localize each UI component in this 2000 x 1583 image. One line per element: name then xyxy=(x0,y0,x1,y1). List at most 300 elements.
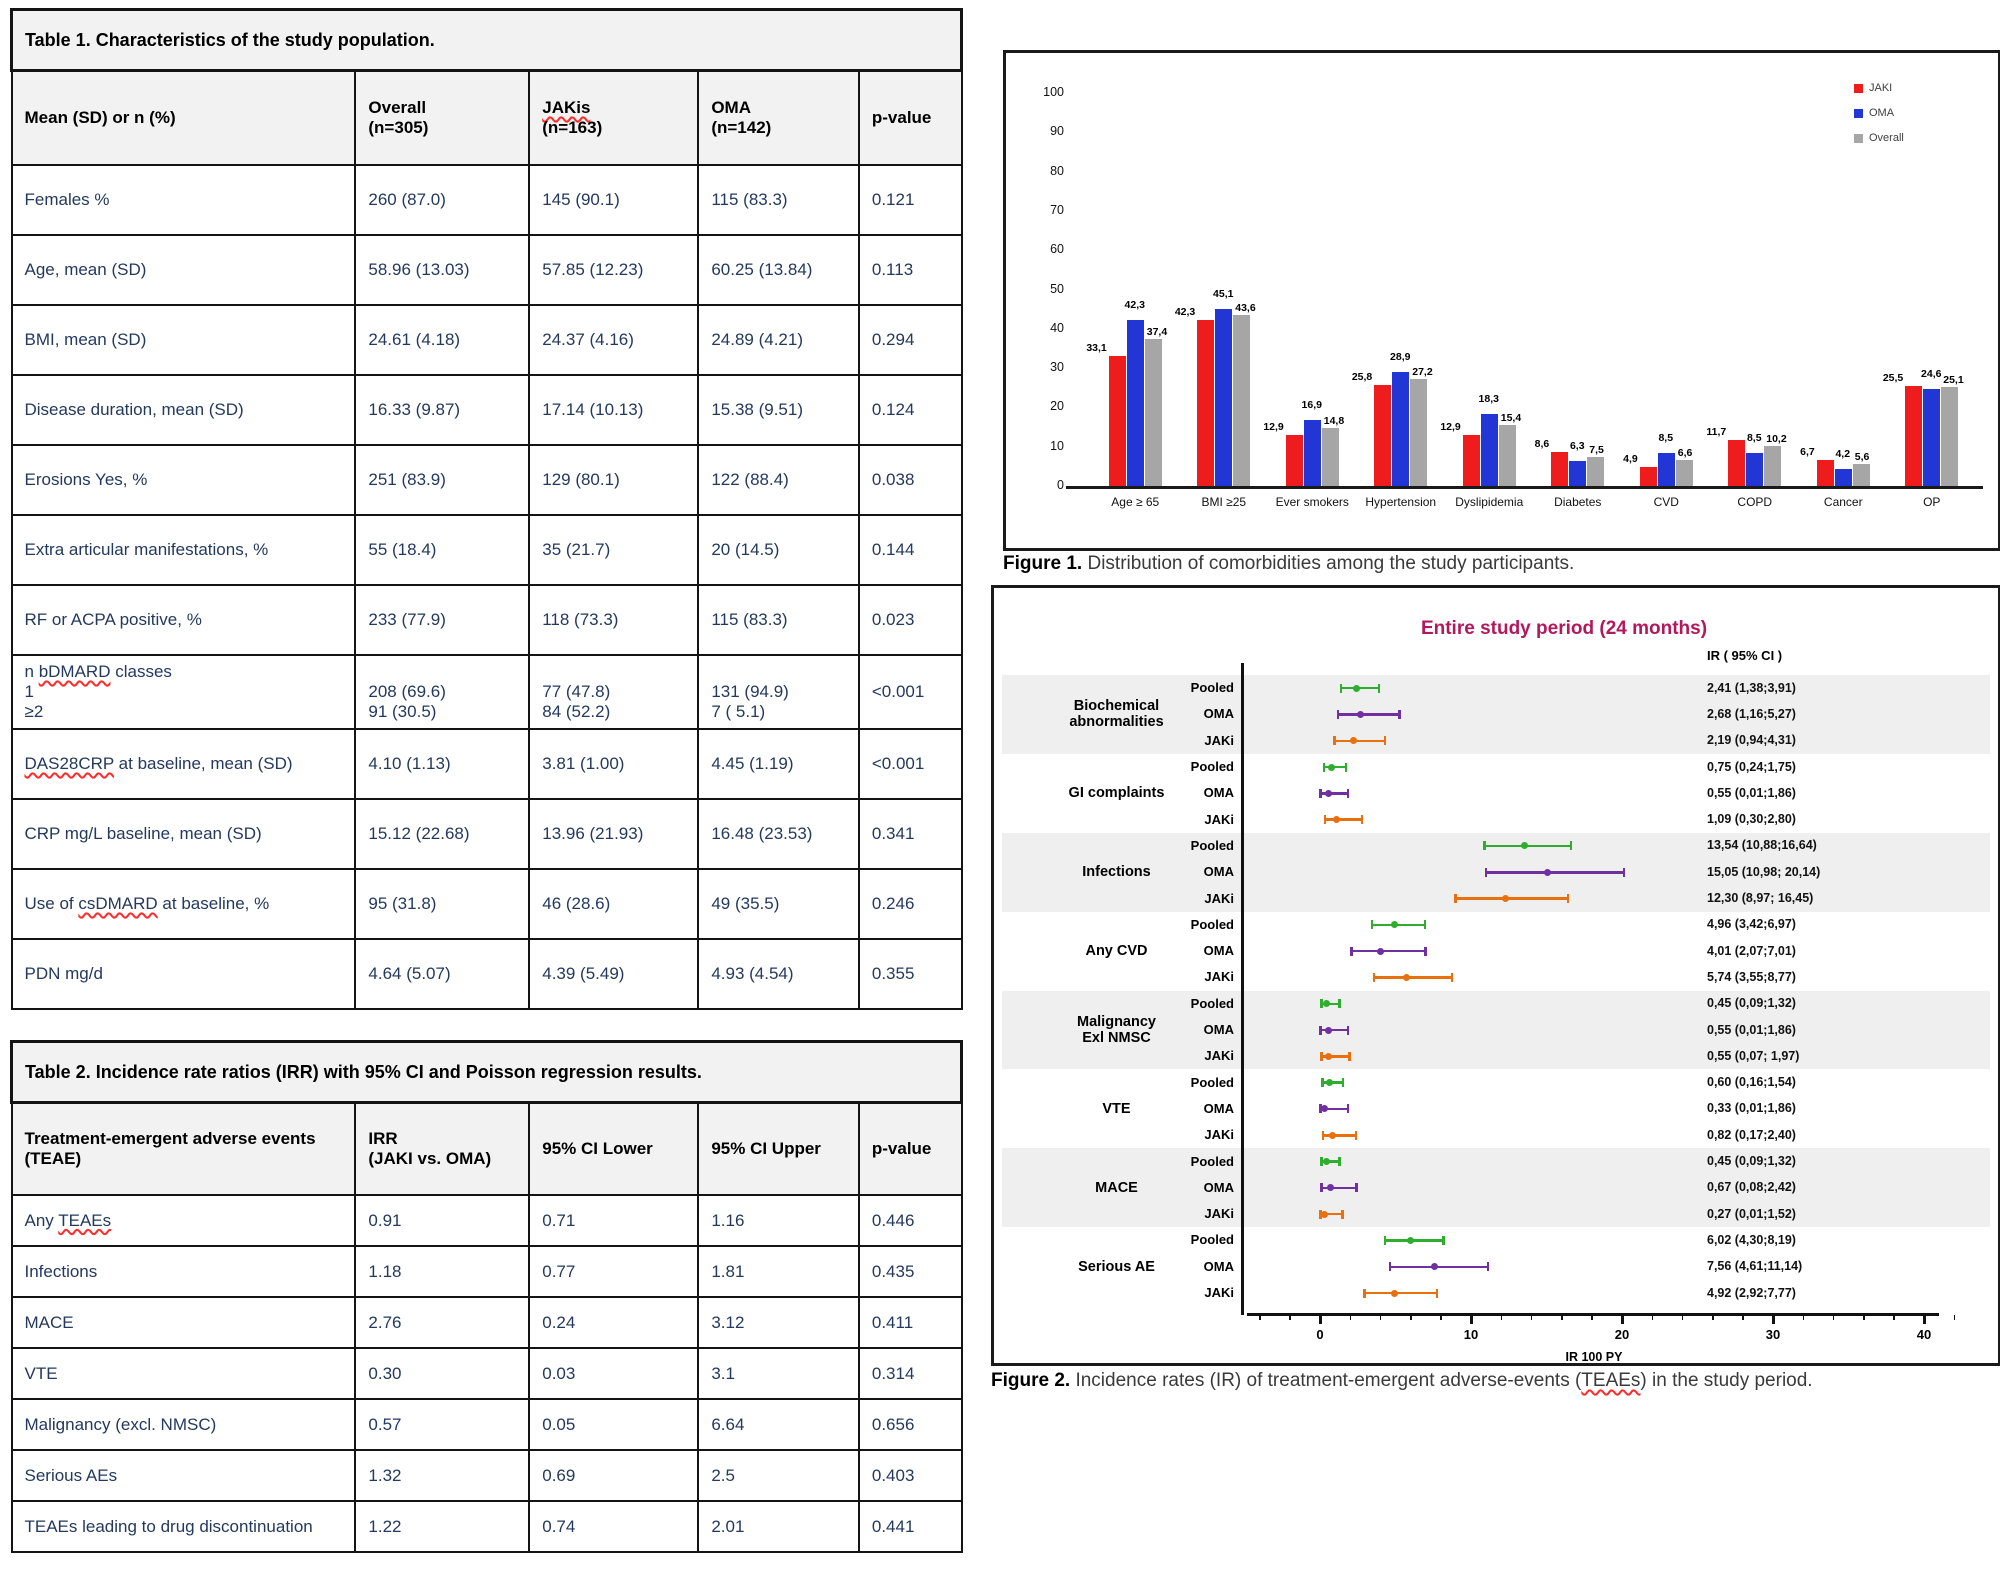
ci-cap-low xyxy=(1485,868,1488,877)
value-cell: 4.39 (5.49) xyxy=(529,939,698,1009)
misspelling-squiggle: TEAEs xyxy=(1581,1370,1641,1391)
ir-value-label: 0,60 (0,16;1,54) xyxy=(1707,1075,1796,1090)
value-cell: 0.294 xyxy=(859,305,962,375)
x-minor-tick xyxy=(1682,1315,1684,1320)
forest-point xyxy=(1321,1211,1328,1218)
value-cell: 0.71 xyxy=(529,1195,698,1246)
value-cell: 115 (83.3) xyxy=(698,585,859,655)
bar-value-label: 4,9 xyxy=(1623,452,1638,465)
ci-cap-high xyxy=(1347,789,1350,798)
ci-line xyxy=(1325,818,1363,821)
bar-value-label: 7,5 xyxy=(1589,443,1604,456)
forest-point xyxy=(1357,711,1364,718)
bar-oma xyxy=(1746,453,1763,486)
ci-cap-low xyxy=(1324,815,1327,824)
bar-overall xyxy=(1145,339,1162,486)
value-cell: 60.25 (13.84) xyxy=(698,235,859,305)
bar-value-label: 8,5 xyxy=(1658,431,1674,444)
misspelling-squiggle: JAKis xyxy=(542,98,591,117)
bar-value-label: 25,8 xyxy=(1351,370,1373,383)
misspelling-squiggle: DAS28CRP xyxy=(24,754,114,773)
x-tick-label: 30 xyxy=(1765,1327,1781,1342)
bar-value-label: 8,5 xyxy=(1746,431,1762,444)
tables-panel xyxy=(10,8,963,1583)
bar-value-label: 8,6 xyxy=(1534,438,1550,451)
x-category-label: Diabetes xyxy=(1554,495,1602,509)
x-major-tick xyxy=(1470,1315,1473,1324)
y-axis-tick-label: 40 xyxy=(1050,320,1064,335)
ir-value-label: 6,02 (4,30;8,19) xyxy=(1707,1232,1796,1247)
bar-jaki xyxy=(1374,385,1391,486)
ci-cap-low xyxy=(1340,684,1343,693)
value-cell: 13.96 (21.93) xyxy=(529,799,698,869)
ir-value-label: 13,54 (10,88;16,64) xyxy=(1707,838,1817,853)
x-major-tick xyxy=(1772,1315,1775,1324)
row-label-cell: MACE xyxy=(12,1297,356,1348)
bar-jaki xyxy=(1817,460,1834,486)
table-row xyxy=(12,305,962,375)
value-cell: 77 (47.8) 84 (52.2) xyxy=(529,655,698,729)
ci-cap-low xyxy=(1320,1183,1323,1192)
value-cell: 0.69 xyxy=(529,1450,698,1501)
forest-arm-label: JAKi xyxy=(1204,732,1234,748)
value-cell: 0.656 xyxy=(859,1399,962,1450)
ci-cap-high xyxy=(1451,973,1454,982)
forest-arm-label: Pooled xyxy=(1190,837,1234,853)
value-cell: 0.446 xyxy=(859,1195,962,1246)
figure2-forest-plot xyxy=(991,585,2000,1366)
row-label-cell: Use of csDMARD at baseline, % xyxy=(12,869,356,939)
x-axis-line xyxy=(1066,486,1983,489)
x-tick-label: 10 xyxy=(1463,1327,1479,1342)
table-row xyxy=(12,1450,962,1501)
row-label-cell: PDN mg/d xyxy=(12,939,356,1009)
value-cell: 0.77 xyxy=(529,1246,698,1297)
x-minor-tick xyxy=(1803,1315,1805,1320)
table-row xyxy=(12,1501,962,1552)
value-cell: 0.355 xyxy=(859,939,962,1009)
x-minor-tick xyxy=(1954,1315,1956,1320)
x-category-label: Cancer xyxy=(1823,495,1863,509)
value-cell: 95 (31.8) xyxy=(355,869,529,939)
value-cell: 2.01 xyxy=(698,1501,859,1552)
forest-point xyxy=(1327,1184,1334,1191)
ci-cap-high xyxy=(1487,1262,1490,1271)
value-cell: 233 (77.9) xyxy=(355,585,529,655)
forest-arm-label: Pooled xyxy=(1190,680,1234,696)
row-label-cell: TEAEs leading to drug discontinuation xyxy=(12,1501,356,1552)
table-row xyxy=(12,939,962,1009)
ir-value-label: 0,55 (0,07; 1,97) xyxy=(1707,1048,1800,1063)
table-row xyxy=(12,799,962,869)
bar-jaki xyxy=(1286,435,1303,486)
bar-value-label: 6,6 xyxy=(1677,447,1693,460)
ir-value-label: 0,82 (0,17;2,40) xyxy=(1707,1127,1796,1142)
ci-cap-low xyxy=(1373,973,1376,982)
ci-line xyxy=(1372,924,1426,927)
figure2-caption-text: Incidence rates (IR) of treatment-emergent adverse-events (TEAEs) in the study period. xyxy=(1070,1370,1813,1391)
figure2-caption-label: Figure 2. xyxy=(991,1370,1071,1391)
bar-value-label: 11,7 xyxy=(1706,426,1727,439)
misspelling-squiggle: bDMARD xyxy=(38,662,111,681)
y-axis-tick-label: 50 xyxy=(1050,281,1064,296)
bar-overall xyxy=(1499,425,1516,486)
x-minor-tick xyxy=(1410,1315,1412,1320)
ci-cap-low xyxy=(1337,710,1340,719)
bar-jaki xyxy=(1197,320,1214,486)
bar-overall xyxy=(1233,315,1250,486)
value-cell: 16.48 (23.53) xyxy=(698,799,859,869)
table-row xyxy=(12,1195,962,1246)
value-cell: 3.12 xyxy=(698,1297,859,1348)
table-row xyxy=(12,729,962,799)
y-axis-tick-label: 100 xyxy=(1043,85,1064,99)
ci-cap-high xyxy=(1570,841,1573,850)
ci-line xyxy=(1338,713,1400,716)
column-header: OMA (n=142) xyxy=(698,71,859,166)
forest-arm-label: Pooled xyxy=(1190,1232,1234,1248)
forest-point xyxy=(1325,1053,1332,1060)
ir-value-label: 0,45 (0,09;1,32) xyxy=(1707,1154,1796,1169)
ci-cap-high xyxy=(1378,684,1381,693)
ir-value-label: 5,74 (3,55;8,77) xyxy=(1707,969,1796,984)
ci-line xyxy=(1390,1266,1489,1269)
value-cell: 2.5 xyxy=(698,1450,859,1501)
ir-value-label: 0,27 (0,01;1,52) xyxy=(1707,1206,1796,1221)
value-cell: 58.96 (13.03) xyxy=(355,235,529,305)
bar-oma xyxy=(1392,372,1409,486)
value-cell: 129 (80.1) xyxy=(529,445,698,515)
ci-cap-high xyxy=(1341,1210,1344,1219)
value-cell: 15.38 (9.51) xyxy=(698,375,859,445)
value-cell: 0.03 xyxy=(529,1348,698,1399)
value-cell: 35 (21.7) xyxy=(529,515,698,585)
value-cell: 3.1 xyxy=(698,1348,859,1399)
value-cell: 145 (90.1) xyxy=(529,165,698,235)
forest-point xyxy=(1377,948,1384,955)
forest-arm-label: OMA xyxy=(1203,1022,1234,1038)
ci-cap-high xyxy=(1348,1052,1351,1061)
forest-point xyxy=(1326,1079,1333,1086)
bar-jaki xyxy=(1728,440,1745,486)
bar-value-label: 42,3 xyxy=(1174,305,1196,318)
forest-arm-label: JAKi xyxy=(1204,1127,1234,1143)
ir-value-label: 1,09 (0,30;2,80) xyxy=(1707,812,1796,827)
x-axis-title: IR 100 PY xyxy=(1565,1350,1623,1364)
value-cell: 0.30 xyxy=(355,1348,529,1399)
value-cell: 57.85 (12.23) xyxy=(529,235,698,305)
ci-cap-low xyxy=(1319,1026,1322,1035)
table-irr-results xyxy=(10,1040,963,1553)
figure1-caption-text: Distribution of comorbidities among the study participants. xyxy=(1082,553,1575,574)
column-header: p-value xyxy=(859,71,962,166)
row-label-cell: Females % xyxy=(12,165,356,235)
forest-arm-label: Pooled xyxy=(1190,916,1234,932)
x-category-label: BMI ≥25 xyxy=(1201,495,1247,509)
bar-value-label: 25,5 xyxy=(1882,371,1904,384)
ci-cap-high xyxy=(1436,1289,1439,1298)
forest-arm-label: OMA xyxy=(1203,864,1234,880)
bar-oma xyxy=(1304,420,1321,486)
bar-value-label: 5,6 xyxy=(1854,450,1870,463)
bar-value-label: 28,9 xyxy=(1390,351,1411,364)
ci-cap-high xyxy=(1424,920,1427,929)
y-axis-tick-label: 30 xyxy=(1050,360,1064,375)
row-label-cell: Extra articular manifestations, % xyxy=(12,515,356,585)
forest-point xyxy=(1403,974,1410,981)
value-cell: <0.001 xyxy=(859,655,962,729)
row-label-cell: CRP mg/L baseline, mean (SD) xyxy=(12,799,356,869)
forest-point xyxy=(1328,764,1335,771)
x-minor-tick xyxy=(1259,1315,1261,1320)
x-category-label: Age ≥ 65 xyxy=(1111,495,1160,509)
value-cell: 0.124 xyxy=(859,375,962,445)
x-category-label: OP xyxy=(1923,495,1941,509)
x-tick-label: 40 xyxy=(1916,1327,1932,1342)
bar-value-label: 16,9 xyxy=(1301,398,1322,411)
table-row xyxy=(12,375,962,445)
forest-point xyxy=(1329,1132,1336,1139)
ci-cap-low xyxy=(1389,1262,1392,1271)
column-header: IRR (JAKI vs. OMA) xyxy=(355,1103,529,1196)
column-header: Treatment-emergent adverse events (TEAE) xyxy=(12,1103,356,1196)
bar-value-label: 6,3 xyxy=(1569,440,1585,453)
x-minor-tick xyxy=(1833,1315,1835,1320)
row-label-cell: Any TEAEs xyxy=(12,1195,356,1246)
legend-swatch-oma xyxy=(1854,109,1863,118)
x-minor-tick xyxy=(1380,1315,1382,1320)
bar-value-label: 12,9 xyxy=(1263,421,1284,434)
x-minor-tick xyxy=(1289,1315,1291,1320)
legend-item xyxy=(1854,83,1964,95)
y-axis-tick-label: 10 xyxy=(1050,438,1064,453)
forest-arm-label: OMA xyxy=(1203,1179,1234,1195)
value-cell: 24.61 (4.18) xyxy=(355,305,529,375)
value-cell: 0.403 xyxy=(859,1450,962,1501)
table-row xyxy=(12,235,962,305)
ir-column-header: IR ( 95% CI ) xyxy=(1707,648,1783,663)
forest-point xyxy=(1544,869,1551,876)
value-cell: 4.93 (4.54) xyxy=(698,939,859,1009)
ci-line xyxy=(1486,871,1624,874)
ci-line xyxy=(1323,1134,1357,1137)
x-tick-label: 20 xyxy=(1614,1327,1630,1342)
ir-value-label: 4,96 (3,42;6,97) xyxy=(1707,917,1796,932)
value-cell: 1.81 xyxy=(698,1246,859,1297)
bar-value-label: 6,7 xyxy=(1800,445,1815,458)
x-tick-label: 0 xyxy=(1316,1327,1324,1342)
forest-arm-label: JAKi xyxy=(1204,1285,1234,1301)
ci-cap-high xyxy=(1442,1236,1445,1245)
ir-value-label: 0,67 (0,08;2,42) xyxy=(1707,1180,1796,1195)
y-axis-tick-label: 90 xyxy=(1050,124,1064,139)
ci-line xyxy=(1455,897,1568,900)
ci-cap-low xyxy=(1320,1052,1323,1061)
value-cell: 2.76 xyxy=(355,1297,529,1348)
bar-value-label: 24,6 xyxy=(1921,368,1942,381)
ci-cap-high xyxy=(1361,815,1364,824)
forest-point xyxy=(1325,1027,1332,1034)
table-row xyxy=(12,869,962,939)
table-row xyxy=(12,1297,962,1348)
ci-cap-low xyxy=(1319,789,1322,798)
x-category-label: CVD xyxy=(1653,495,1679,509)
x-minor-tick xyxy=(1742,1315,1744,1320)
table-study-characteristics xyxy=(10,8,963,1010)
ci-cap-high xyxy=(1345,763,1348,772)
bar-value-label: 33,1 xyxy=(1086,341,1107,354)
value-cell: 1.22 xyxy=(355,1501,529,1552)
forest-arm-label: OMA xyxy=(1203,943,1234,959)
value-cell: 0.246 xyxy=(859,869,962,939)
value-cell: 6.64 xyxy=(698,1399,859,1450)
forest-point xyxy=(1321,1105,1328,1112)
bar-oma xyxy=(1658,453,1675,486)
row-label-cell: DAS28CRP at baseline, mean (SD) xyxy=(12,729,356,799)
row-label-cell: Erosions Yes, % xyxy=(12,445,356,515)
legend-swatch-jaki xyxy=(1854,84,1863,93)
bar-oma xyxy=(1569,461,1586,486)
ci-cap-high xyxy=(1623,868,1626,877)
forest-point xyxy=(1350,737,1357,744)
value-cell: 118 (73.3) xyxy=(529,585,698,655)
bar-value-label: 14,8 xyxy=(1323,414,1345,427)
value-cell: 3.81 (1.00) xyxy=(529,729,698,799)
row-label-cell: n bDMARD classes 1 ≥2 xyxy=(12,655,356,729)
column-header: JAKis (n=163) xyxy=(529,71,698,166)
ci-cap-high xyxy=(1338,1157,1341,1166)
bar-jaki xyxy=(1640,467,1657,486)
forest-arm-label: Pooled xyxy=(1190,995,1234,1011)
ci-cap-low xyxy=(1483,841,1486,850)
value-cell: 0.05 xyxy=(529,1399,698,1450)
ir-value-label: 0,75 (0,24;1,75) xyxy=(1707,759,1796,774)
ir-value-label: 0,55 (0,01;1,86) xyxy=(1707,785,1796,800)
table-row xyxy=(12,585,962,655)
value-cell: 4.45 (1.19) xyxy=(698,729,859,799)
ci-cap-low xyxy=(1454,894,1457,903)
bar-value-label: 4,2 xyxy=(1835,448,1851,461)
forest-arm-label: JAKi xyxy=(1204,969,1234,985)
ci-cap-low xyxy=(1323,763,1326,772)
bar-overall xyxy=(1676,460,1693,486)
ci-line xyxy=(1334,740,1385,743)
value-cell: 1.16 xyxy=(698,1195,859,1246)
bar-value-label: 42,3 xyxy=(1124,298,1145,311)
misspelling-squiggle: csDMARD xyxy=(78,894,158,913)
figure1-caption-label: Figure 1. xyxy=(1003,553,1083,574)
ci-cap-low xyxy=(1322,1131,1325,1140)
ir-value-label: 2,19 (0,94;4,31) xyxy=(1707,733,1796,748)
value-cell: 0.121 xyxy=(859,165,962,235)
bar-oma xyxy=(1481,414,1498,486)
ir-value-label: 0,45 (0,09;1,32) xyxy=(1707,996,1796,1011)
table1-title: Table 1. Characteristics of the study population. xyxy=(12,10,962,71)
forest-arm-label: JAKi xyxy=(1204,890,1234,906)
ci-cap-low xyxy=(1333,736,1336,745)
value-cell: 1.32 xyxy=(355,1450,529,1501)
table2-title: Table 2. Incidence rate ratios (IRR) with 95% CI and Poisson regression results. xyxy=(12,1042,962,1103)
x-minor-tick xyxy=(1531,1315,1533,1320)
ci-line xyxy=(1341,687,1379,690)
bar-value-label: 27,2 xyxy=(1412,366,1433,379)
ir-value-label: 0,33 (0,01;1,86) xyxy=(1707,1101,1796,1116)
value-cell: 0.57 xyxy=(355,1399,529,1450)
bar-jaki xyxy=(1551,452,1568,486)
ci-cap-high xyxy=(1347,1104,1350,1113)
x-minor-tick xyxy=(1561,1315,1563,1320)
forest-group-label: Any CVD xyxy=(1085,943,1148,960)
y-axis-tick-label: 70 xyxy=(1050,202,1064,217)
y-axis-tick-label: 20 xyxy=(1050,399,1064,414)
value-cell: 24.37 (4.16) xyxy=(529,305,698,375)
x-category-label: Hypertension xyxy=(1365,495,1437,509)
value-cell: 0.411 xyxy=(859,1297,962,1348)
ci-cap-high xyxy=(1384,736,1387,745)
legend-label: Overall xyxy=(1869,132,1904,144)
bar-overall xyxy=(1853,464,1870,486)
ci-cap-high xyxy=(1355,1183,1358,1192)
forest-arm-label: OMA xyxy=(1203,785,1234,801)
forest-arm-label: JAKi xyxy=(1204,1048,1234,1064)
row-label-cell: BMI, mean (SD) xyxy=(12,305,356,375)
forest-arm-label: JAKi xyxy=(1204,1206,1234,1222)
value-cell: 0.74 xyxy=(529,1501,698,1552)
column-header: 95% CI Lower xyxy=(529,1103,698,1196)
bar-value-label: 37,4 xyxy=(1146,326,1168,339)
value-cell: 16.33 (9.87) xyxy=(355,375,529,445)
column-header: 95% CI Upper xyxy=(698,1103,859,1196)
x-category-label: Dyslipidemia xyxy=(1455,495,1524,509)
ci-cap-high xyxy=(1338,999,1341,1008)
value-cell: 0.113 xyxy=(859,235,962,305)
bar-value-label: 25,1 xyxy=(1943,374,1964,387)
value-cell: 55 (18.4) xyxy=(355,515,529,585)
table-row xyxy=(12,445,962,515)
x-major-tick xyxy=(1319,1315,1322,1324)
table-row xyxy=(12,655,962,729)
bar-jaki xyxy=(1463,435,1480,486)
column-header: Mean (SD) or n (%) xyxy=(12,71,356,166)
value-cell: 0.023 xyxy=(859,585,962,655)
bar-value-label: 15,4 xyxy=(1500,412,1522,425)
ci-cap-low xyxy=(1384,1236,1387,1245)
ir-value-label: 12,30 (8,97; 16,45) xyxy=(1707,891,1814,906)
row-label-cell: Serious AEs xyxy=(12,1450,356,1501)
legend-item xyxy=(1854,133,1964,145)
forest-arm-label: Pooled xyxy=(1190,759,1234,775)
value-cell: 115 (83.3) xyxy=(698,165,859,235)
ir-value-label: 15,05 (10,98; 20,14) xyxy=(1707,864,1821,879)
row-label-cell: Disease duration, mean (SD) xyxy=(12,375,356,445)
value-cell: 20 (14.5) xyxy=(698,515,859,585)
value-cell: 0.314 xyxy=(859,1348,962,1399)
bar-oma xyxy=(1215,309,1232,486)
bar-jaki xyxy=(1905,386,1922,486)
value-cell: <0.001 xyxy=(859,729,962,799)
ci-cap-low xyxy=(1350,947,1353,956)
ir-value-label: 2,41 (1,38;3,91) xyxy=(1707,680,1796,695)
x-minor-tick xyxy=(1350,1315,1352,1320)
forest-point xyxy=(1391,1290,1398,1297)
ci-cap-high xyxy=(1355,1131,1358,1140)
forest-group-label: VTE xyxy=(1102,1100,1131,1117)
forest-group-label: GI complaints xyxy=(1068,785,1165,802)
value-cell: 49 (35.5) xyxy=(698,869,859,939)
y-axis-tick-label: 80 xyxy=(1050,163,1064,178)
bar-value-label: 43,6 xyxy=(1235,301,1256,314)
ir-value-label: 4,01 (2,07;7,01) xyxy=(1707,943,1796,958)
